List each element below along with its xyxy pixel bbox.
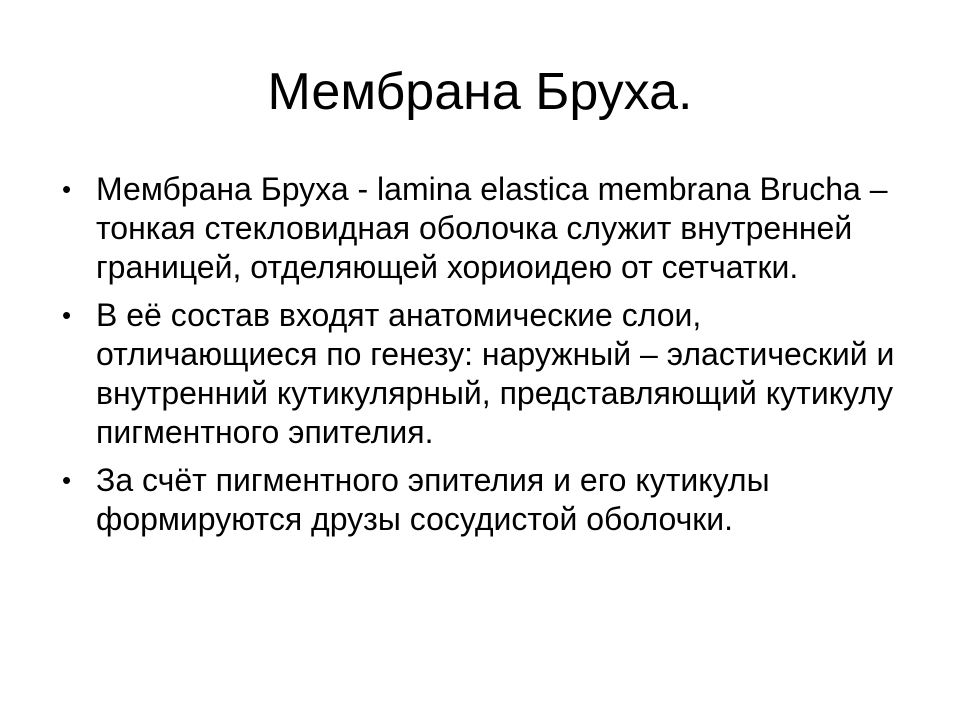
- bullet-item: [62, 170, 902, 287]
- bullet-icon: •: [62, 465, 72, 495]
- bullet-text: В её состав входят анатомические слои, отличающиеся по генезу: наружный – эластический и внутренний кутикулярный, представляющий кутикулу пигментного эпителия.: [96, 297, 895, 450]
- bullet-list: [62, 170, 902, 548]
- bullet-item: [62, 296, 902, 452]
- bullet-icon: •: [62, 300, 72, 330]
- bullet-text: За счёт пигментного эпителия и его кутикулы формируются друзы сосудистой оболочки.: [96, 462, 770, 537]
- bullet-item: [62, 461, 902, 539]
- bullet-text: Мембрана Бруха - lamina elastica membrana Brucha – тонкая стекловидная оболочка служит внутренней границей, отделяющей хориоидею от сетчатки.: [96, 171, 888, 285]
- bullet-icon: •: [62, 174, 72, 204]
- slide-title: Мембрана Бруха.: [267, 63, 693, 121]
